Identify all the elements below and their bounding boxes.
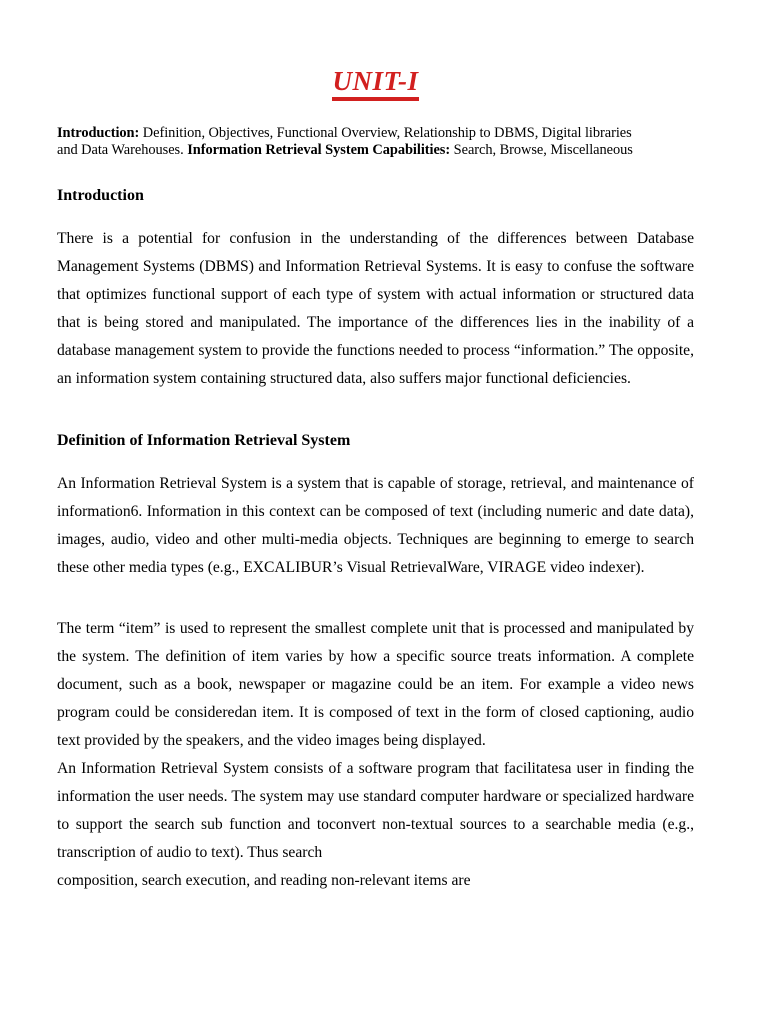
paragraph-definition-4: composition, search execution, and reading non-relevant items are	[57, 872, 471, 890]
section-heading-definition: Definition of Information Retrieval System	[57, 432, 351, 450]
syllabus-text-introduction: Definition, Objectives, Functional Overview, Relationship to DBMS, Digital libraries and Data Warehouses.	[57, 125, 632, 159]
paragraph-definition-3: An Information Retrieval System consists of a software program that facilitatesa user in finding the information the user needs. The system may use standard computer hardware or specialized hardware to support the search sub function and toconvert non-textual sources to a searchable media (e.g., transcription of audio to text). Thus search	[57, 760, 694, 862]
syllabus-label-capabilities: Information Retrieval System Capabilities:	[187, 142, 451, 159]
section-heading-introduction: Introduction	[57, 187, 144, 205]
document-content	[57, 0, 694, 895]
syllabus-block	[57, 101, 637, 159]
page-title	[57, 0, 694, 101]
paragraph-definition-2: The term “item” is used to represent the smallest complete unit that is processed and manipulated by the system. The definition of item varies by how a specific source treats information. A complete document, such as a book, newspaper or magazine could be an item. For example a video news program could be consideredan item. It is composed of text in the form of closed captioning, audio text provided by the speakers, and the video images being displayed.	[57, 620, 694, 750]
syllabus-text-capabilities: Search, Browse, Miscellaneous	[450, 142, 633, 159]
paragraph-definition-1: An Information Retrieval System is a system that is capable of storage, retrieval, and maintenance of information6. Information in this context can be composed of text (including numeric and date data), images, audio, video and other multi-media objects. Techniques are beginning to emerge to search these other media types (e.g., EXCALIBUR’s Visual RetrievalWare, VIRAGE video indexer).	[57, 475, 694, 577]
syllabus-label-introduction: Introduction:	[57, 125, 140, 141]
page-title-text: UNIT-I	[332, 68, 418, 101]
paragraph-introduction-1: There is a potential for confusion in the understanding of the differences between Database Management Systems (DBMS) and Information Retrieval Systems. It is easy to confuse the software that optimizes functional support of each type of system with actual information or structured data that is being stored and manipulated. The importance of the differences lies in the inability of a database management system to provide the functions needed to process “information.” The opposite, an information system containing structured data, also suffers major functional deficiencies.	[57, 230, 694, 388]
